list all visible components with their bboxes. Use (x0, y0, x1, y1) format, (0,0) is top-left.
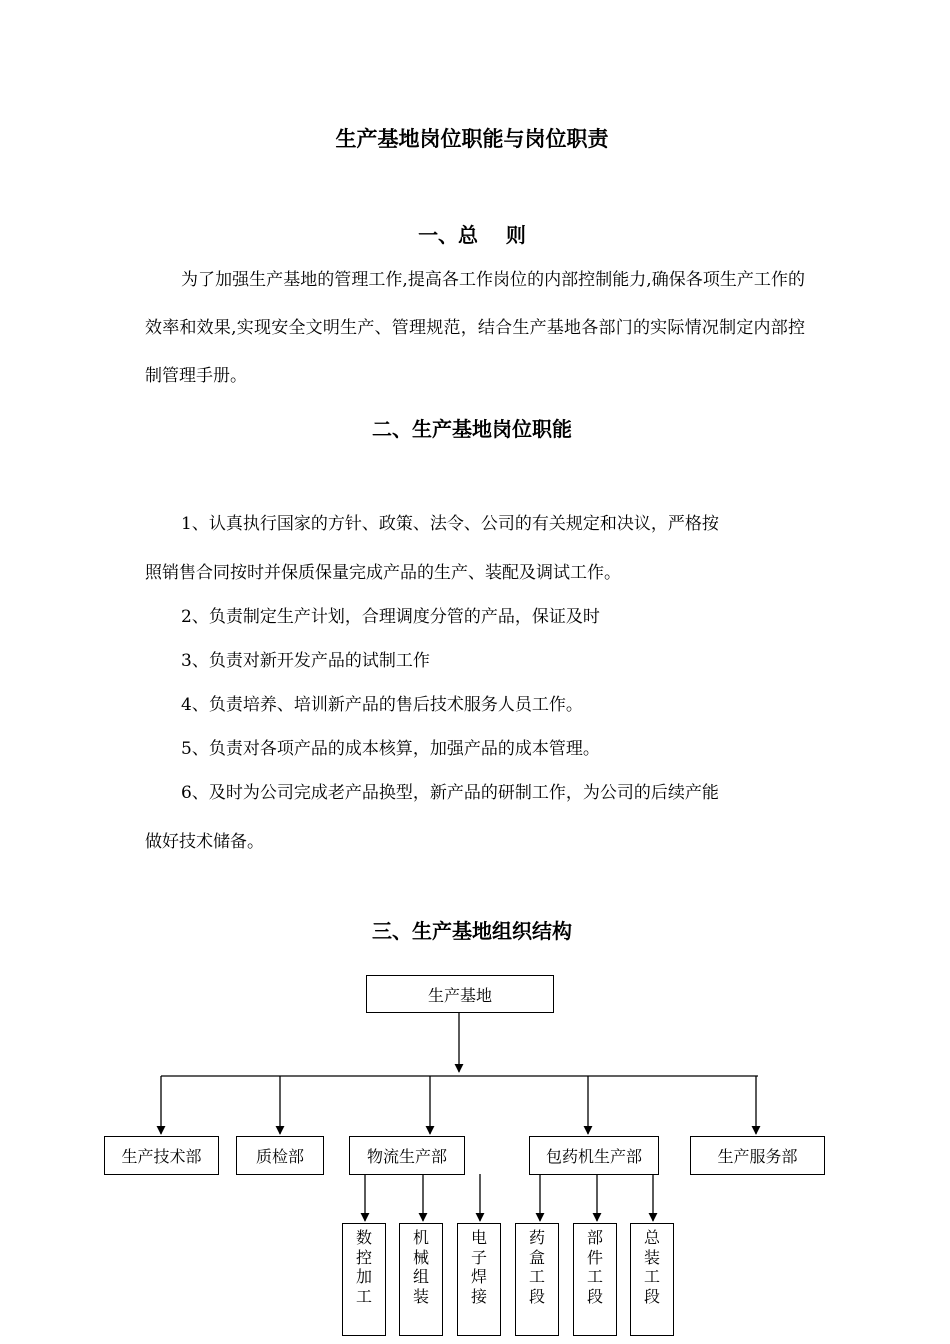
org-section-char: 件 (586, 1247, 603, 1267)
org-dept-service (690, 1136, 825, 1175)
org-dept-label: 物流生产部 (366, 1147, 447, 1166)
org-section-char: 装 (643, 1247, 660, 1267)
org-section-char: 械 (412, 1247, 429, 1267)
function-item-4: 4、负责培养、培训新产品的售后技术服务人员工作。 (181, 695, 583, 715)
org-section-cnc (342, 1223, 386, 1336)
function-item-6-line-2: 做好技术储备。 (145, 832, 264, 852)
org-section-char: 控 (355, 1247, 372, 1267)
org-section-char: 段 (643, 1286, 660, 1306)
org-dept-label: 包药机生产部 (545, 1147, 642, 1166)
org-section-medicine-box (515, 1223, 559, 1336)
org-dept-technical (104, 1136, 219, 1175)
section-heading-general: 一、总 则 (418, 223, 526, 247)
general-paragraph: 为了加强生产基地的管理工作,提高各工作岗位的内部控制能力,确保各项生产工作的效率和效果,实现安全文明生产、管理规范，结合生产基地各部门的实际情况制定内部控制管理手册。 (145, 270, 805, 386)
org-section-char: 装 (412, 1286, 429, 1306)
org-section-char: 工 (643, 1267, 660, 1286)
org-section-char: 段 (528, 1286, 545, 1306)
document-title: 生产基地岗位职能与岗位职责 (335, 126, 609, 151)
org-section-char: 接 (470, 1286, 487, 1306)
org-section-char: 工 (586, 1267, 603, 1286)
org-section-parts (573, 1223, 617, 1336)
org-dept-quality (236, 1136, 324, 1175)
org-section-mechanical (399, 1223, 443, 1336)
org-section-char: 焊 (470, 1267, 487, 1286)
org-section-char: 组 (412, 1267, 429, 1286)
org-section-char: 工 (355, 1286, 372, 1306)
function-item-5: 5、负责对各项产品的成本核算，加强产品的成本管理。 (181, 739, 600, 759)
section-heading-org-structure: 三、生产基地组织结构 (372, 919, 572, 943)
function-item-6-line-1: 6、及时为公司完成老产品换型，新产品的研制工作，为公司的后续产能 (181, 783, 719, 803)
org-dept-logistics (349, 1136, 465, 1175)
org-dept-packaging (529, 1136, 659, 1175)
org-section-char: 机 (412, 1228, 429, 1247)
org-section-welding (457, 1223, 501, 1336)
function-item-1-line-2: 照销售合同按时并保质保量完成产品的生产、装配及调试工作。 (145, 563, 621, 583)
function-item-3: 3、负责对新开发产品的试制工作 (181, 651, 430, 671)
org-section-char: 数 (355, 1228, 372, 1247)
org-section-assembly (630, 1223, 674, 1336)
org-section-char: 盒 (528, 1247, 545, 1267)
org-dept-label: 生产技术部 (121, 1147, 202, 1166)
org-section-char: 部 (586, 1228, 603, 1247)
org-section-char: 段 (586, 1286, 603, 1306)
function-item-2: 2、负责制定生产计划，合理调度分管的产品，保证及时 (181, 607, 600, 627)
function-item-1-line-1: 1、认真执行国家的方针、政策、法令、公司的有关规定和决议，严格按 (181, 514, 719, 534)
org-section-char: 电 (470, 1228, 487, 1247)
section-heading-functions: 二、生产基地岗位职能 (372, 417, 572, 441)
org-section-char: 总 (643, 1228, 660, 1247)
org-section-char: 加 (355, 1267, 372, 1286)
org-dept-label: 生产服务部 (717, 1147, 798, 1166)
org-section-char: 药 (528, 1228, 545, 1247)
org-dept-label: 质检部 (255, 1147, 304, 1166)
org-root-label: 生产基地 (427, 985, 492, 1005)
org-section-char: 工 (528, 1267, 545, 1286)
org-root-box (366, 975, 554, 1013)
org-section-char: 子 (470, 1247, 487, 1267)
